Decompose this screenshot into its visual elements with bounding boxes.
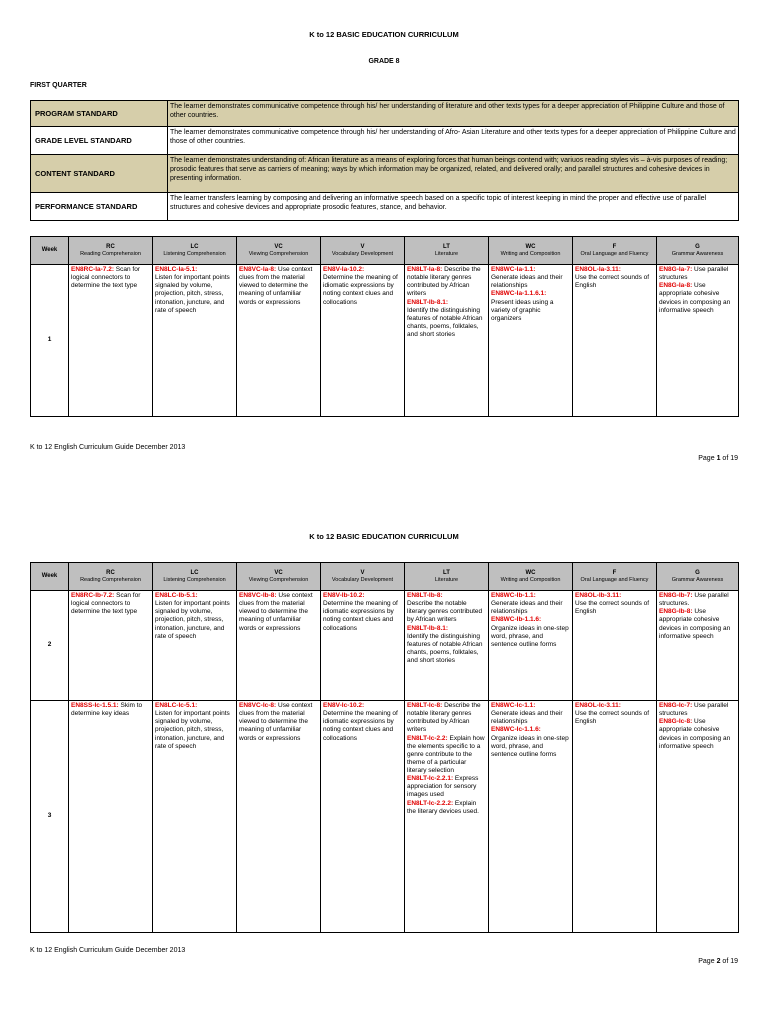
standard-text: The learner demonstrates communicative competence through his/ her understanding of Afro- Asian Literature and other texts types for a deeper appreciation of Philippine Culture and those of other countries. (168, 127, 739, 155)
competency-cell (237, 265, 321, 417)
competency-entry (491, 710, 570, 726)
competency-entry (491, 290, 570, 323)
grade-heading: GRADE 8 (368, 58, 400, 65)
competency-entry (491, 274, 570, 290)
competency-entry (155, 274, 234, 315)
competency-code: EN8WC-Ic-1.1: (491, 702, 536, 709)
competency-text: Use parallel structures (659, 266, 729, 282)
competency-text: Generate ideas and their relationships (491, 710, 563, 726)
competency-entry (491, 266, 570, 274)
competency-code: EN8LT-Ib-8.1: (407, 624, 449, 632)
competency-code: EN8WC-Ib-1.1: (491, 592, 536, 599)
competency-cell (405, 701, 489, 933)
competency-entry (491, 616, 570, 624)
competency-entry (407, 600, 486, 624)
competency-cell (573, 265, 657, 417)
competency-text: Organize ideas in one-step word, phrase, and sentence outline forms (491, 734, 569, 758)
competency-text: Use appropriate cohesive devices in composing an informative speech (659, 282, 731, 314)
column-header (237, 237, 321, 265)
competency-entry (491, 625, 570, 649)
column-header (489, 563, 573, 591)
week-number: 2 (31, 591, 69, 701)
competency-cell (405, 591, 489, 701)
competency-cell (321, 265, 405, 417)
competency-entry (407, 625, 486, 633)
competency-cell (69, 265, 153, 417)
competency-entry (575, 274, 654, 290)
standard-label: PERFORMANCE STANDARD (31, 193, 168, 221)
column-name: Writing and Composition (500, 576, 561, 583)
competency-cell (153, 591, 237, 701)
competency-code: EN8LT-Ia-8: (407, 266, 443, 273)
column-header (321, 237, 405, 265)
page-label: Page (698, 455, 715, 462)
competency-entry (407, 800, 486, 816)
competency-text: Listen for important points signaled by volume, projection, pitch, stress, intonation, juncture, and rate of speech (155, 710, 230, 750)
competency-entry (575, 592, 654, 600)
standards-table (30, 100, 739, 221)
competency-entry (155, 702, 234, 710)
column-code: WC (525, 569, 536, 576)
column-code: F (612, 569, 617, 576)
competency-entry (575, 600, 654, 616)
column-header (573, 563, 657, 591)
column-name: Vocabulary Development (331, 576, 394, 583)
column-code: F (612, 243, 617, 250)
competency-code: EN8LT-Ib-8.1: (407, 298, 449, 306)
column-header (153, 563, 237, 591)
competency-entry (155, 266, 234, 274)
column-code: V (360, 569, 365, 576)
curriculum-body (31, 265, 739, 417)
page-2 (0, 512, 768, 1024)
column-name: Viewing Comprehension (248, 576, 309, 583)
column-name: Vocabulary Development (331, 250, 394, 257)
competency-code: EN8RC-Ia-7.2: (71, 266, 114, 273)
competency-text: Use parallel structures. (659, 592, 729, 608)
competency-cell (657, 591, 739, 701)
competency-entry (323, 274, 402, 307)
column-header (31, 237, 69, 265)
column-header (69, 237, 153, 265)
column-name: Oral Language and Fluency (580, 250, 649, 257)
competency-text: Determine the meaning of idiomatic expressions by noting context clues and collocations (323, 710, 398, 742)
standard-label: CONTENT STANDARD (31, 155, 168, 193)
competency-text: Explain how the elements specific to a genre contribute to the theme of a particular literary selection (407, 734, 485, 774)
week-row (31, 591, 739, 701)
competency-entry (659, 718, 736, 751)
competency-entry (575, 266, 654, 274)
competency-cell (657, 265, 739, 417)
column-code: LT (443, 569, 450, 576)
competency-cell (321, 701, 405, 933)
competency-cell (69, 701, 153, 933)
competency-code: EN8V-Ib-10.2: (323, 592, 365, 599)
competency-entry (491, 735, 570, 759)
standard-text: The learner demonstrates understanding of: African literature as a means of exploring forces that human beings contend with; variuos reading styles vis – à-vis purposes of reading; prosodic features that serve as carriers of meaning; ways by which information may be organized, related, and delivered orally; and parallel structures and cohesive devices in presenting information. (168, 155, 739, 193)
column-code: WC (525, 243, 536, 250)
competency-entry (323, 702, 402, 710)
competency-code: EN8WC-Ia-1.1.6.1: (491, 290, 547, 298)
competency-entry (575, 702, 654, 710)
competency-text: Determine the meaning of idiomatic expressions by noting context clues and collocations (323, 274, 398, 306)
week-number: 3 (31, 701, 69, 933)
competency-text: Use context clues from the material viewed to determine the meaning of unfamiliar words or expressions (239, 592, 313, 632)
competency-cell (573, 701, 657, 933)
competency-code: EN8G-Ic-8: (659, 718, 693, 726)
competency-entry (407, 592, 486, 600)
week-row (31, 265, 739, 417)
competency-text: Use the correct sounds of English (575, 274, 650, 290)
competency-code: EN8VC-Ia-8: (239, 266, 277, 273)
column-header (153, 237, 237, 265)
page-number (698, 958, 738, 965)
document-title: K to 12 BASIC EDUCATION CURRICULUM (309, 30, 459, 39)
competency-entry (659, 592, 736, 608)
competency-entry (407, 307, 486, 340)
competency-code: EN8OL-Ic-3.11: (575, 702, 621, 709)
week-row (31, 701, 739, 933)
column-header (573, 237, 657, 265)
column-name: Listening Comprehension (163, 250, 226, 257)
footer-text: K to 12 English Curriculum Guide December 2013 (30, 444, 186, 451)
page-number (698, 455, 738, 462)
column-header (69, 563, 153, 591)
column-code: VC (274, 243, 283, 250)
competency-cell (489, 701, 573, 933)
column-code: LC (190, 243, 199, 250)
column-code: VC (274, 569, 283, 576)
competency-text: Scan for logical connectors to determine the text type (71, 592, 141, 616)
column-name: Grammar Awareness (671, 250, 724, 257)
competency-code: EN8RC-Ib-7.2: (71, 592, 115, 599)
week-number: 1 (31, 265, 69, 417)
competency-cell (405, 265, 489, 417)
header-row (31, 237, 739, 265)
competency-text: Identify the distinguishing features of notable African chants, poems, folktales, and short stories (407, 306, 483, 338)
competency-code: EN8G-Ia-8: (659, 282, 693, 290)
curriculum-table (30, 236, 739, 417)
competency-entry (659, 282, 736, 315)
column-name: Viewing Comprehension (248, 250, 309, 257)
competency-text: Use parallel structures (659, 702, 729, 718)
competency-code: EN8G-Ic-7: (659, 702, 693, 709)
competency-code: EN8LT-Ib-8: (407, 592, 443, 599)
page-total: of 19 (722, 958, 738, 965)
competency-cell (489, 265, 573, 417)
column-name: Literature (434, 576, 459, 583)
competency-text: Listen for important points signaled by volume, projection, pitch, stress, intonation, juncture, and rate of speech (155, 600, 230, 640)
competency-text: Listen for important points signaled by volume, projection, pitch, stress, intonation, juncture, and rate of speech (155, 274, 230, 314)
standard-text: The learner demonstrates communicative competence through his/ her understanding of literature and other texts types for a deeper appreciation of Philippine Culture and those of other countries. (168, 101, 739, 127)
competency-cell (69, 591, 153, 701)
standard-label: PROGRAM STANDARD (31, 101, 168, 127)
competency-cell (237, 701, 321, 933)
competency-entry (71, 702, 150, 718)
curriculum-body (31, 591, 739, 933)
competency-entry (407, 633, 486, 666)
competency-text: Present ideas using a variety of graphic organizers (491, 298, 554, 322)
competency-cell (573, 591, 657, 701)
column-header (321, 563, 405, 591)
competency-code: EN8WC-Ic-1.1.6: (491, 726, 541, 734)
competency-code: EN8LT-Ic-2.2.2: (407, 799, 454, 807)
column-name: Reading Comprehension (80, 250, 141, 257)
column-code: G (695, 243, 700, 250)
competency-code: EN8LT-Ic-2.2.1: (407, 775, 454, 783)
competency-cell (321, 591, 405, 701)
page-total: of 19 (722, 455, 738, 462)
competency-code: EN8G-Ia-7: (659, 266, 693, 273)
competency-cell (153, 265, 237, 417)
header-row (31, 563, 739, 591)
competency-code: EN8WC-Ia-1.1: (491, 266, 536, 273)
competency-cell (153, 701, 237, 933)
competency-cell (657, 701, 739, 933)
competency-entry (155, 600, 234, 641)
competency-entry (659, 266, 736, 282)
competency-code: EN8LC-Ic-5.1: (155, 702, 198, 709)
competency-code: EN8LC-Ia-5.1: (155, 266, 198, 273)
column-name: Oral Language and Fluency (580, 576, 649, 583)
column-header (31, 563, 69, 591)
competency-entry (407, 266, 486, 299)
competency-entry (407, 299, 486, 307)
competency-code: EN8OL-Ia-3.11: (575, 266, 621, 273)
competency-entry (323, 600, 402, 633)
column-header (405, 237, 489, 265)
competency-cell (237, 591, 321, 701)
competency-text: Identify the distinguishing features of notable African chants, poems, folktales, and short stories (407, 632, 483, 664)
competency-entry (239, 702, 318, 743)
standard-row (31, 127, 739, 155)
competency-entry (491, 592, 570, 600)
curriculum-header (31, 563, 739, 591)
competency-entry (659, 702, 736, 718)
column-code: Week (41, 573, 58, 580)
standard-row (31, 193, 739, 221)
competency-entry (239, 266, 318, 307)
curriculum-table (30, 562, 739, 933)
competency-code: EN8LT-Ic-8: (407, 702, 443, 709)
curriculum-header (31, 237, 739, 265)
column-header (405, 563, 489, 591)
standard-text: The learner transfers learning by composing and delivering an informative speech based on a specific topic of interest keeping in mind the proper and effective use of parallel structures and cohesive devices and appropriate prosodic features, stance, and behavior. (168, 193, 739, 221)
column-code: RC (106, 569, 115, 576)
competency-entry (71, 266, 150, 290)
competency-text: Determine the meaning of idiomatic expressions by noting context clues and collocations (323, 600, 398, 632)
competency-entry (491, 726, 570, 734)
competency-text: Use context clues from the material viewed to determine the meaning of unfamiliar words or expressions (239, 266, 313, 306)
column-header (657, 237, 739, 265)
competency-code: EN8VC-Ib-8: (239, 592, 277, 599)
competency-entry (575, 710, 654, 726)
competency-text: Express appreciation for sensory images used (407, 775, 479, 799)
competency-entry (407, 702, 486, 735)
column-name: Reading Comprehension (80, 576, 141, 583)
page-label: Page (698, 958, 715, 965)
column-code: LC (190, 569, 199, 576)
competency-code: EN8SS-Ic-1.5.1: (71, 702, 119, 709)
competency-text: Explain the literary devices used. (407, 799, 479, 815)
competency-entry (407, 735, 486, 776)
competency-code: EN8G-Ib-7: (659, 592, 693, 599)
footer-text: K to 12 English Curriculum Guide December 2013 (30, 947, 186, 954)
column-name: Grammar Awareness (671, 576, 724, 583)
competency-code: EN8V-Ia-10.2: (323, 266, 365, 273)
competency-code: EN8G-Ib-8: (659, 608, 693, 616)
column-code: LT (443, 243, 450, 250)
competency-entry (407, 775, 486, 799)
competency-text: Use the correct sounds of English (575, 710, 650, 726)
column-code: RC (106, 243, 115, 250)
competency-entry (239, 592, 318, 633)
competency-text: Describe the notable literary genres contributed by African writers (407, 266, 481, 298)
competency-text: Describe the notable literary genres contributed by African writers (407, 600, 483, 624)
competency-entry (155, 710, 234, 751)
standard-row (31, 155, 739, 193)
column-name: Literature (434, 250, 459, 257)
competency-code: EN8OL-Ib-3.11: (575, 592, 622, 599)
competency-entry (659, 608, 736, 641)
competency-text: Use context clues from the material viewed to determine the meaning of unfamiliar words or expressions (239, 702, 313, 742)
column-name: Listening Comprehension (163, 576, 226, 583)
competency-entry (491, 702, 570, 710)
column-header (657, 563, 739, 591)
competency-code: EN8V-Ic-10.2: (323, 702, 365, 709)
competency-cell (489, 591, 573, 701)
standard-label: GRADE LEVEL STANDARD (31, 127, 168, 155)
column-code: V (360, 243, 365, 250)
quarter-heading: FIRST QUARTER (30, 82, 87, 89)
column-code: G (695, 569, 700, 576)
competency-entry (155, 592, 234, 600)
page-current: 1 (716, 455, 721, 462)
column-header (489, 237, 573, 265)
competency-entry (323, 266, 402, 274)
competency-entry (71, 592, 150, 616)
competency-text: Scan for logical connectors to determine the text type (71, 266, 140, 290)
standard-row (31, 101, 739, 127)
competency-text: Use appropriate cohesive devices in composing an informative speech (659, 718, 731, 750)
competency-code: EN8LT-Ic-2.2: (407, 734, 448, 742)
column-code: Week (41, 247, 58, 254)
competency-text: Generate ideas and their relationships (491, 600, 563, 616)
column-name: Writing and Composition (500, 250, 561, 257)
competency-text: Skim to determine key ideas (71, 702, 143, 718)
document-title: K to 12 BASIC EDUCATION CURRICULUM (309, 532, 459, 541)
competency-code: EN8LC-Ib-5.1: (155, 592, 198, 599)
competency-text: Describe the notable literary genres contributed by African writers (407, 702, 481, 734)
competency-entry (491, 600, 570, 616)
competency-entry (323, 592, 402, 600)
competency-text: Use appropriate cohesive devices in composing an informative speech (659, 608, 731, 640)
competency-code: EN8VC-Ic-8: (239, 702, 277, 709)
competency-text: Generate ideas and their relationships (491, 274, 563, 290)
competency-entry (323, 710, 402, 743)
competency-text: Organize ideas in one-step word, phrase, and sentence outline forms (491, 624, 569, 648)
column-header (237, 563, 321, 591)
competency-text: Use the correct sounds of English (575, 600, 650, 616)
competency-code: EN8WC-Ib-1.1.6: (491, 616, 542, 624)
page-current: 2 (716, 958, 721, 965)
